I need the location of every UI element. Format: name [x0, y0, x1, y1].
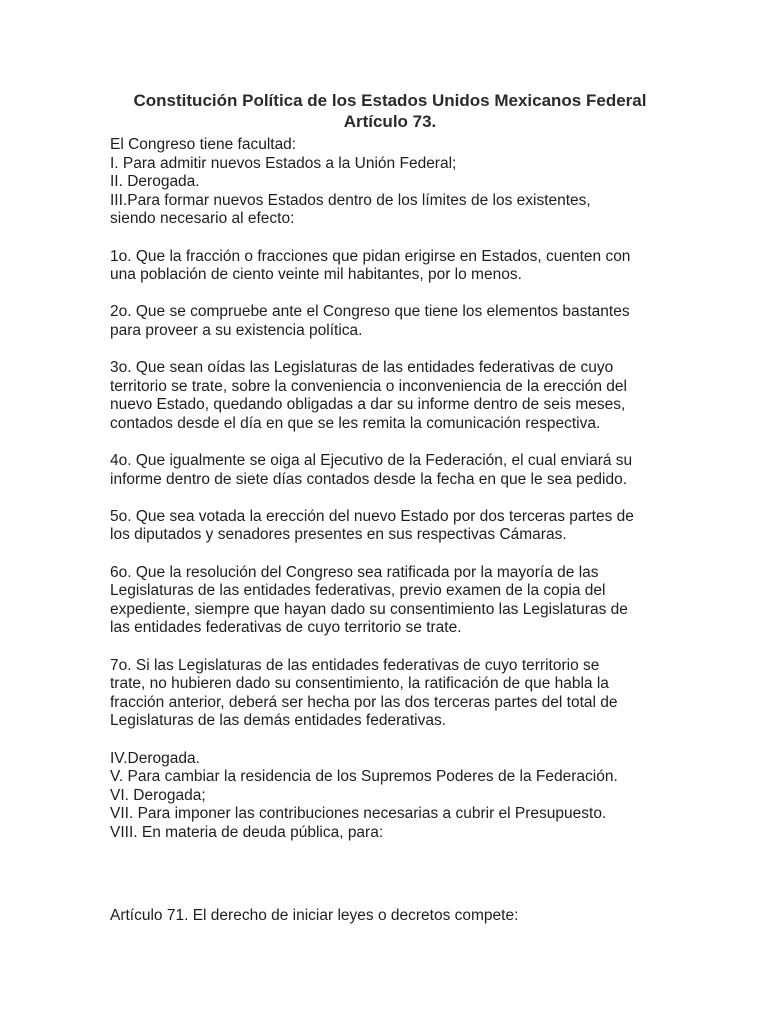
paragraph-line: 7o. Si las Legislaturas de las entidades federativas de cuyo territorio se — [110, 656, 600, 674]
paragraph-line: 2o. Que se compruebe ante el Congreso que tiene los elementos bastantes — [110, 303, 630, 321]
fraction-line: VI. Derogada; — [110, 786, 206, 804]
fraction-line: V. Para cambiar la residencia de los Supremos Poderes de la Federación. — [110, 768, 618, 786]
paragraph-line: 3o. Que sean oídas las Legislaturas de las entidades federativas de cuyo — [110, 359, 614, 377]
paragraph-6o — [110, 564, 670, 638]
intro-line: El Congreso tiene facultad: — [110, 136, 297, 153]
fractions-list — [110, 750, 670, 843]
paragraph-line: una población de ciento veinte mil habitantes, por lo menos. — [110, 266, 522, 284]
intro-line: III.Para formar nuevos Estados dentro de los límites de los existentes, — [110, 191, 591, 209]
fraction-line: VIII. En materia de deuda pública, para: — [110, 823, 384, 841]
paragraph-line: trate, no hubieren dado su consentimiento, la ratificación de que habla la — [110, 675, 609, 693]
title-line-2: Artículo 73. — [343, 112, 437, 131]
paragraph-line: 5o. Que sea votada la erección del nuevo Estado por dos terceras partes de — [110, 507, 634, 525]
paragraph-line: 6o. Que la resolución del Congreso sea ratificada por la mayoría de las — [110, 563, 599, 581]
paragraph-line: los diputados y senadores presentes en sus respectivas Cámaras. — [110, 526, 567, 544]
paragraph-2o — [110, 303, 670, 340]
title-line-1: Constitución Política de los Estados Unidos Mexicanos Federal — [133, 91, 647, 110]
paragraph-1o — [110, 248, 670, 285]
paragraph-line: territorio se trate, sobre la conveniencia o inconveniencia de la erección del — [110, 377, 627, 395]
articulo-71-heading: Artículo 71. El derecho de iniciar leyes o decretos compete: — [110, 907, 519, 924]
paragraph-line: para proveer a su existencia política. — [110, 321, 363, 339]
paragraph-line: 4o. Que igualmente se oiga al Ejecutivo de la Federación, el cual enviará su — [110, 452, 633, 470]
intro-block — [110, 136, 670, 229]
fraction-line: VII. Para imponer las contribuciones necesarias a cubrir el Presupuesto. — [110, 805, 607, 823]
paragraph-5o — [110, 508, 670, 545]
paragraph-line: Legislaturas de las entidades federativas, previo examen de la copia del — [110, 582, 606, 600]
paragraph-line: las entidades federativas de cuyo territorio se trate. — [110, 619, 462, 637]
paragraph-line: 1o. Que la fracción o fracciones que pidan erigirse en Estados, cuenten con — [110, 247, 631, 265]
intro-line: siendo necesario al efecto: — [110, 210, 295, 228]
document-title — [110, 90, 670, 132]
intro-line: II. Derogada. — [110, 173, 200, 191]
paragraph-line: informe dentro de siete días contados desde la fecha en que le sea pedido. — [110, 470, 628, 488]
document-page — [110, 90, 670, 843]
intro-line: I. Para admitir nuevos Estados a la Unión Federal; — [110, 154, 457, 172]
fraction-line: IV.Derogada. — [110, 749, 200, 767]
paragraph-line: nuevo Estado, quedando obligadas a dar su informe dentro de seis meses, — [110, 396, 626, 414]
paragraph-7o — [110, 657, 670, 731]
paragraph-line: Legislaturas de las demás entidades federativas. — [110, 712, 447, 730]
paragraph-3o — [110, 359, 670, 433]
paragraph-line: expediente, siempre que hayan dado su consentimiento las Legislaturas de — [110, 600, 628, 618]
paragraph-line: fracción anterior, deberá ser hecha por las dos terceras partes del total de — [110, 693, 618, 711]
paragraph-line: contados desde el día en que se les remita la comunicación respectiva. — [110, 414, 601, 432]
paragraph-4o — [110, 452, 670, 489]
